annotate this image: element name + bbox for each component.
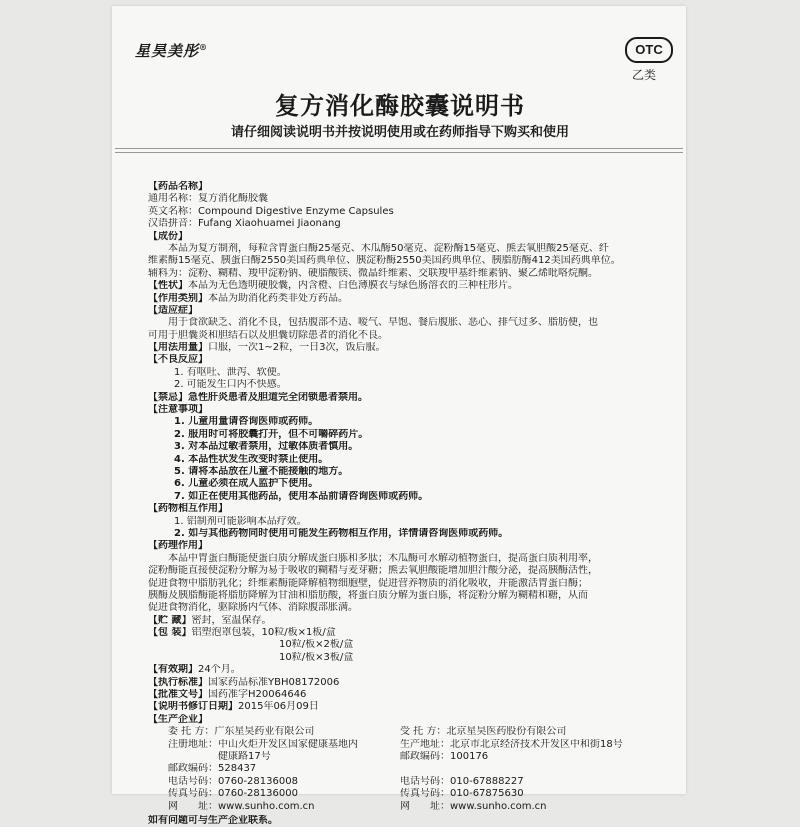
category-text: 本品为助消化药类非处方药品。: [208, 292, 348, 304]
indications-line: 可用于胆囊炎和胆结石以及胆囊切除患者的消化不良。: [148, 329, 388, 341]
pharmacology-line: 促进食物中脂肪乳化；纤维素酶能降解植物细胞壁，促进营养物质的消化吸收，并能激活胃蛋白酶；: [148, 577, 588, 589]
contractor-line: 受 托 方：北京星昊医药股份有限公司: [400, 726, 567, 738]
ingredients-line: 辅料为：淀粉、糊精、羧甲淀粉钠、硬脂酸镁、微晶纤维素、交联羧甲基纤维素钠、聚乙烯吡咯烷酮。: [148, 267, 598, 279]
contractor-line: 电话号码：010-67888227: [400, 775, 524, 787]
pinyin-name: 汉语拼音：Fufang Xiaohuamei Jiaonang: [148, 218, 341, 230]
manufacturer-row: [148, 751, 668, 763]
leaflet-body: [148, 181, 668, 827]
caution-line: 请仔细阅读说明书并按说明使用或在药师指导下购买和使用: [230, 125, 569, 140]
interaction-item: 2. 如与其他药物同时使用可能发生药物相互作用，详情请咨询医师或药师。: [174, 527, 509, 539]
section-heading: 【药理作用】: [148, 540, 208, 552]
pharmacology-line: 胰酶及胰脂酶能将脂肪降解为甘油和脂肪酸，将蛋白质分解为蛋白胨，将淀粉分解为糊精和糖，从而: [148, 589, 588, 601]
adverse-item: 1. 有呕吐、泄泻、软便。: [174, 366, 287, 378]
precaution-item: 4. 本品性状发生改变时禁止使用。: [174, 453, 329, 465]
section-heading: 【批准文号】: [148, 689, 208, 701]
package-text: 铝塑泡罩包装，10粒/板×1板/盒: [191, 627, 336, 639]
contractor-line: 生产地址：北京市北京经济技术开发区中和街18号: [400, 738, 623, 750]
storage-text: 密封，室温保存。: [191, 614, 272, 626]
precaution-item: 7. 如正在使用其他药品，使用本品前请咨询医师或药师。: [174, 490, 429, 502]
consignor-line: 健康路17号: [168, 750, 271, 762]
contractor-line: 网 址：www.sunho.com.cn: [400, 800, 547, 812]
footer-note: 如有问题可与生产企业联系。: [148, 814, 278, 826]
section-heading: 【不良反应】: [148, 354, 208, 366]
contraindications-text: 急性肝炎患者及胆道完全闭锁患者禁用。: [188, 391, 368, 403]
section-heading: 【生产企业】: [148, 713, 208, 725]
section-heading: 【贮 藏】: [148, 614, 192, 626]
validity-text: 24个月。: [198, 664, 241, 676]
consignor-line: 委 托 方：广东星昊药业有限公司: [168, 726, 315, 738]
package-line: 10粒/板×2板/盒: [279, 639, 354, 651]
section-heading: 【用法用量】: [148, 342, 208, 354]
section-heading: 【执行标准】: [148, 676, 208, 688]
section-heading: 【药品名称】: [148, 181, 208, 192]
manufacturer-row: [148, 726, 668, 738]
divider-line: [115, 148, 683, 149]
consignor-line: 注册地址：中山火炬开发区国家健康基地内: [168, 738, 358, 750]
character-text: 本品为无色透明硬胶囊，内含橙、白色薄膜衣与绿色肠溶衣的三种柱形片。: [188, 280, 518, 292]
dosage-text: 口服，一次1~2粒，一日3次，饭后服。: [208, 342, 386, 354]
pharmacology-line: 淀粉酶能直接使淀粉分解为易于吸收的糊精与麦芽糖；熊去氧胆酸能增加胆汁酸分泌，提高胰酶活性，: [148, 565, 598, 577]
manufacturer-row: [148, 739, 668, 751]
section-heading: 【说明书修订日期】: [148, 701, 238, 713]
section-heading: 【作用类别】: [148, 292, 208, 304]
contractor-line: [400, 763, 668, 775]
brand-name: 星昊美彤: [135, 42, 200, 60]
document-title: 复方消化酶胶囊说明书: [275, 92, 525, 120]
indications-line: 用于食欲缺乏、消化不良，包括腹部不适、嗳气、早饱、餐后腹胀、恶心、排气过多、脂肪便，也: [168, 317, 598, 329]
interaction-item: 1. 铝制剂可能影响本品疗效。: [174, 515, 307, 527]
precaution-item: 2. 服用时可将胶囊打开，但不可嚼碎药片。: [174, 428, 369, 440]
english-name: 英文名称：Compound Digestive Enzyme Capsules: [148, 205, 394, 217]
generic-name: 通用名称：复方消化酶胶囊: [148, 193, 268, 205]
manufacturer-row: [148, 801, 668, 813]
section-heading: 【包 装】: [148, 627, 192, 639]
precaution-item: 5. 请将本品放在儿童不能接触的地方。: [174, 465, 349, 477]
adverse-item: 2. 可能发生口内不快感。: [174, 379, 287, 391]
otc-badge: OTC: [625, 37, 673, 63]
precaution-item: 6. 儿童必须在成人监护下使用。: [174, 478, 319, 490]
ingredients-line: 维素酶15毫克、胰蛋白酶2550美国药典单位、胰淀粉酶2550美国药典单位、胰脂肪酶412美国药典单位。: [148, 255, 621, 267]
pharmacology-line: 本品中胃蛋白酶能使蛋白质分解成蛋白胨和多肽；木瓜酶可水解动植物蛋白，提高蛋白质利用率，: [168, 552, 598, 564]
contractor-line: 邮政编码：100176: [400, 750, 489, 762]
package-line: 10粒/板×3板/盒: [279, 651, 354, 663]
consignor-line: 电话号码：0760-28136008: [168, 775, 298, 787]
section-heading: 【注意事项】: [148, 404, 208, 416]
manufacturer-row: [148, 788, 668, 800]
ingredients-line: 本品为复方制剂，每粒含胃蛋白酶25毫克、木瓜酶50毫克、淀粉酶15毫克、熊去氧胆酸25毫克、纤: [168, 242, 609, 254]
section-heading: 【有效期】: [148, 664, 198, 676]
standard-text: 国家药品标准YBH08172006: [208, 676, 340, 688]
divider-line: [115, 152, 683, 153]
precaution-item: 1. 儿童用量请咨询医师或药师。: [174, 416, 319, 428]
consignor-line: 传真号码：0760-28136000: [168, 788, 298, 800]
consignor-line: 邮政编码：528437: [168, 763, 257, 775]
contractor-line: 传真号码：010-67875630: [400, 788, 524, 800]
precaution-item: 3. 对本品过敏者禁用，过敏体质者慎用。: [174, 441, 359, 453]
otc-category: 乙类: [632, 68, 657, 82]
section-heading: 【禁忌】: [148, 391, 188, 403]
manufacturer-row: [148, 776, 668, 788]
registered-mark: ®: [199, 42, 209, 52]
section-heading: 【适应症】: [148, 304, 198, 316]
section-heading: 【性状】: [148, 280, 188, 292]
pharmacology-line: 促进食物消化，驱除肠内气体、消除腹部胀满。: [148, 602, 358, 614]
section-heading: 【成份】: [148, 230, 188, 242]
consignor-line: 网 址：www.sunho.com.cn: [168, 800, 315, 812]
revision-text: 2015年06月09日: [238, 701, 319, 713]
approval-text: 国药准字H20064646: [208, 689, 307, 701]
manufacturer-row: [148, 763, 668, 775]
brand-logo: [135, 40, 208, 61]
section-heading: 【药物相互作用】: [148, 503, 228, 515]
